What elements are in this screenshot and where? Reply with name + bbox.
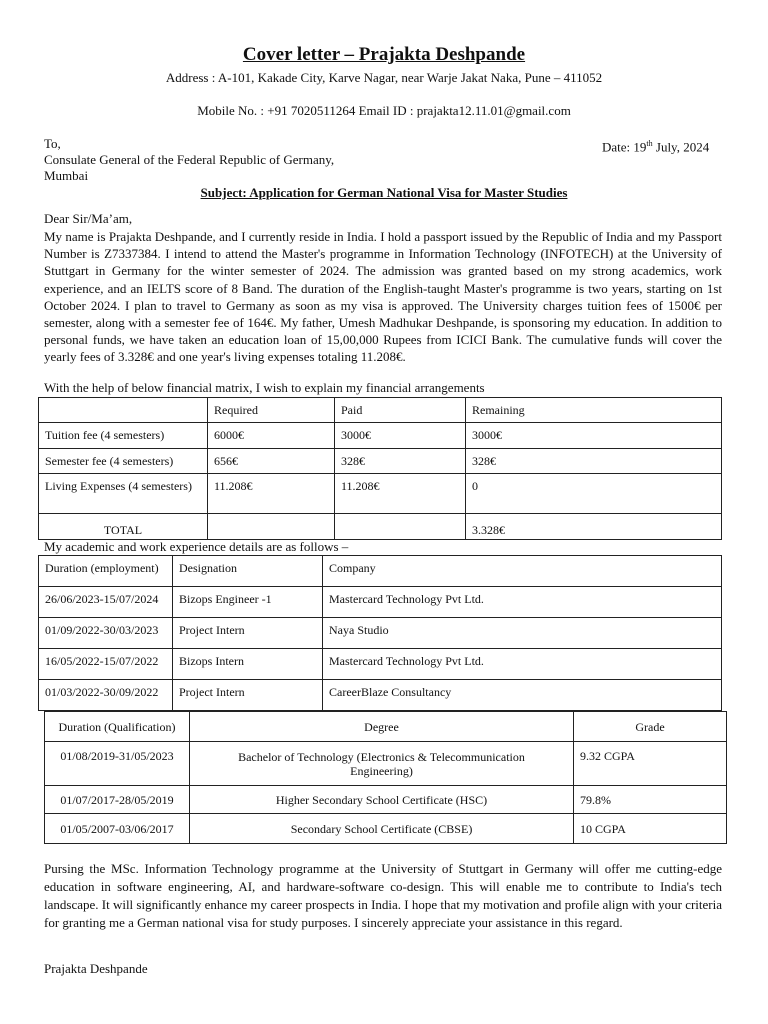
table-header-row <box>39 556 722 587</box>
table-cell: CareerBlaze Consultancy <box>323 680 722 711</box>
table-cell: 9.32 CGPA <box>574 742 727 786</box>
table-cell: Bachelor of Technology (Electronics & Telecommunication Engineering) <box>190 742 574 786</box>
date-prefix: Date: 19 <box>602 139 647 155</box>
address: Address : A-101, Kakade City, Karve Nagar, near Warje Jakat Naka, Pune – 411052 <box>165 70 603 85</box>
work-experience-table <box>38 555 722 711</box>
table-header-row <box>45 712 727 742</box>
table-cell: 328€ <box>466 449 722 474</box>
table-cell: 01/07/2017-28/05/2019 <box>45 786 190 814</box>
date-suffix: July, 2024 <box>652 139 710 155</box>
table-row <box>39 680 722 711</box>
header-cell: Paid <box>335 398 466 423</box>
experience-intro: My academic and work experience details are as follows – <box>44 539 349 554</box>
table-cell: 01/09/2022-30/03/2023 <box>39 618 173 649</box>
table-cell: Tuition fee (4 semesters) <box>39 423 208 449</box>
table-row <box>39 618 722 649</box>
table-cell: Project Intern <box>173 618 323 649</box>
salutation: Dear Sir/Ma’am, <box>44 211 133 226</box>
table-cell: 11.208€ <box>335 474 466 514</box>
table-row <box>39 649 722 680</box>
document-title: Cover letter – Prajakta Deshpande <box>242 44 526 65</box>
body-paragraph: My name is Prajakta Deshpande, and I currently reside in India. I hold a passport issued by the Republic of India and my Passport Number is Z7337384. I intend to attend the Master's programme in Information Technology (INFOTECH) at the University of Stuttgart in Germany for the winter semester of 2024. The admission was granted based on my strong academics, work experience, and an IELTS score of 8 Band. The duration of the English-taught Master's programme is two years, starting on 1st October 2024. I plan to travel to Germany as soon as my visa is approved. The University charges tuition fees of 1500€ per semester, along with a semester fee of 164€. My father, Umesh Madhukar Deshpande, is sponsoring my education. In addition to personal funds, we have taken an education loan of 15,00,000 Rupees from ICICI Bank. The cumulative funds will cover the yearly fees of 3.328€ and one year's living expenses totaling 11.208€. <box>44 229 722 365</box>
table-cell: 3000€ <box>466 423 722 449</box>
education-table <box>44 711 727 844</box>
contact-info: Mobile No. : +91 7020511264 Email ID : prajakta12.11.01@gmail.com <box>197 103 571 118</box>
table-row <box>39 449 722 474</box>
recipient-line2: Mumbai <box>44 168 89 183</box>
table-cell: 3.328€ <box>466 514 722 540</box>
table-cell: 16/05/2022-15/07/2022 <box>39 649 173 680</box>
table-cell <box>335 514 466 540</box>
table-cell: Secondary School Certificate (CBSE) <box>190 814 574 844</box>
table-cell: 01/03/2022-30/09/2022 <box>39 680 173 711</box>
table-cell <box>208 514 335 540</box>
header-cell: Required <box>208 398 335 423</box>
table-cell: 01/05/2007-03/06/2017 <box>45 814 190 844</box>
header-cell: Grade <box>574 712 727 742</box>
table-row <box>45 786 727 814</box>
table-row <box>45 742 727 786</box>
table-row <box>39 474 722 514</box>
table-row <box>39 423 722 449</box>
table-cell: 6000€ <box>208 423 335 449</box>
table-cell: 0 <box>466 474 722 514</box>
table-cell: 01/08/2019-31/05/2023 <box>45 742 190 786</box>
table-cell: 656€ <box>208 449 335 474</box>
date-sup: th <box>646 139 653 148</box>
table-cell: 26/06/2023-15/07/2024 <box>39 587 173 618</box>
table-cell: 79.8% <box>574 786 727 814</box>
financial-intro: With the help of below financial matrix, I wish to explain my financial arrangements <box>44 380 485 395</box>
table-cell: Bizops Engineer -1 <box>173 587 323 618</box>
signature: Prajakta Deshpande <box>44 961 148 976</box>
table-cell: Bizops Intern <box>173 649 323 680</box>
table-row <box>45 814 727 844</box>
table-cell: Semester fee (4 semesters) <box>39 449 208 474</box>
header-cell: Duration (Qualification) <box>45 712 190 742</box>
header-cell: Duration (employment) <box>39 556 173 587</box>
total-row <box>39 514 722 540</box>
table-header-row <box>39 398 722 423</box>
table-cell: Higher Secondary School Certificate (HSC) <box>190 786 574 814</box>
table-cell: 11.208€ <box>208 474 335 514</box>
subject: Subject: Application for German National Visa for Master Studies <box>200 185 568 200</box>
table-row <box>39 587 722 618</box>
header-cell: Remaining <box>466 398 722 423</box>
header-cell: Company <box>323 556 722 587</box>
recipient-line1: Consulate General of the Federal Republic of Germany, <box>44 152 335 167</box>
header-cell <box>39 398 208 423</box>
closing-paragraph: Pursing the MSc. Information Technology programme at the University of Stuttgart in Germany will offer me cutting-edge education in software engineering, AI, and hardware-software co-design. This will enable me to contribute to India's tech landscape. It will significantly enhance my career prospects in India. I hope that my motivation and profile align with your criteria for granting me a German national visa for study purposes. I sincerely appreciate your assistance in this regard. <box>44 861 722 930</box>
to-label: To, <box>44 136 61 151</box>
table-cell: 328€ <box>335 449 466 474</box>
table-cell: 3000€ <box>335 423 466 449</box>
header-cell: Degree <box>190 712 574 742</box>
table-cell: Naya Studio <box>323 618 722 649</box>
letter-date <box>602 136 709 155</box>
table-cell: TOTAL <box>39 514 208 540</box>
table-cell: Living Expenses (4 semesters) <box>39 474 208 514</box>
financial-table <box>38 397 722 540</box>
table-cell: 10 CGPA <box>574 814 727 844</box>
table-cell: Mastercard Technology Pvt Ltd. <box>323 587 722 618</box>
header-cell: Designation <box>173 556 323 587</box>
table-cell: Project Intern <box>173 680 323 711</box>
table-cell: Mastercard Technology Pvt Ltd. <box>323 649 722 680</box>
